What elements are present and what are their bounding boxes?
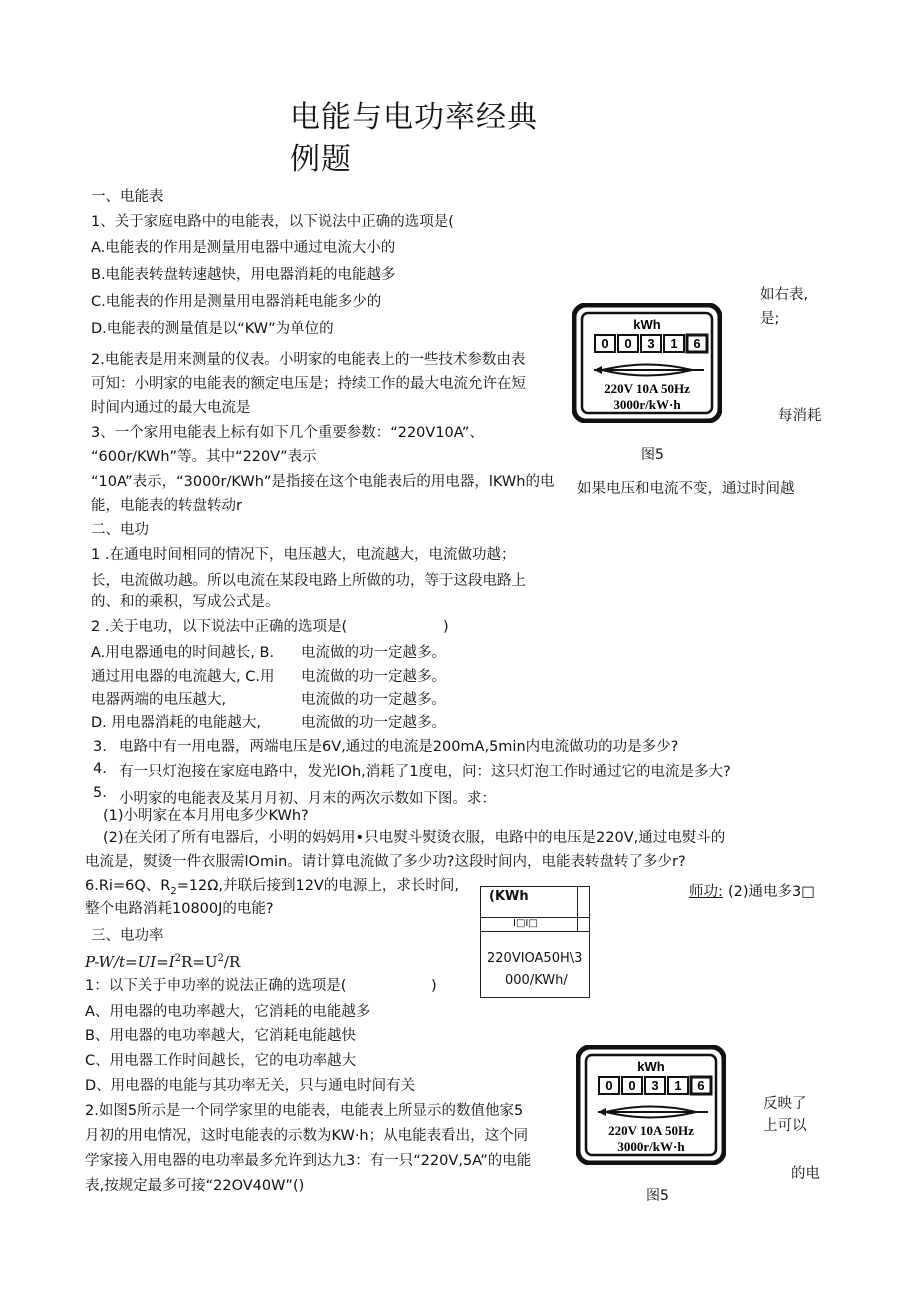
meter-digit: 6 xyxy=(697,1078,705,1093)
option-d: D、用电器的电能与其功率无关，只与通电时间有关 xyxy=(85,1078,416,1094)
option-c: C.电能表的作用是测量用电器消耗电能多少的 xyxy=(91,294,382,310)
meter-digit: 3 xyxy=(651,1078,659,1093)
answer-bracket: ) xyxy=(443,619,449,635)
q6-subscript: 2 xyxy=(170,885,177,897)
meter-digit: 0 xyxy=(628,1078,636,1093)
option-b-tail: 电流做的功一定越多。 xyxy=(301,669,446,685)
formula-sup: 2 xyxy=(174,953,182,964)
side-text: 如右表, xyxy=(760,287,809,303)
meter-table-divider xyxy=(577,887,578,931)
page-title-line2: 例题 xyxy=(290,142,352,177)
paragraph-line: 1 .在通电时间相同的情况下，电压越大，电流越大，电流做功越； xyxy=(91,547,516,563)
power-formula xyxy=(85,949,240,972)
question-4: 有一只灯泡接在家庭电路中，发光lOh,消耗了1度电，问：这只灯泡工作时通过它的电流是多大? xyxy=(119,764,731,780)
formula-part: /R xyxy=(223,953,241,971)
meter-digit: 0 xyxy=(624,336,632,351)
meter-table-constant: 000/KWh/ xyxy=(505,973,568,988)
meter-table-rating: 220VIOA50H\3 xyxy=(487,951,583,966)
meter-table-unit: (KWh xyxy=(489,889,529,904)
formula-sup: 2 xyxy=(217,953,224,964)
meter-constant: 3000r/kW·h xyxy=(617,1139,685,1154)
q6-text-a: 6.Ri=6Q、R xyxy=(85,878,171,894)
section-heading-power: 三、电功率 xyxy=(91,928,164,944)
question-number: 5. xyxy=(93,785,107,801)
option-c: C、用电器工作时间越长，它的电功率越大 xyxy=(85,1053,357,1069)
question-3-line: 能，电能表的转盘转动r xyxy=(91,498,242,514)
question-1: 1：以下关于申功率的说法正确的选项是( xyxy=(85,978,347,994)
question-2: 2 .关于电功，以下说法中正确的选项是( xyxy=(91,619,348,635)
question-3-line: “10A”表示，“3000r/KWh”是指接在这个电能表后的用电器，lKWh的电 xyxy=(91,474,555,490)
side-text: 是; xyxy=(760,311,780,327)
figure-caption: 图5 xyxy=(646,1188,669,1204)
side-text: 的电 xyxy=(791,1166,820,1182)
meter-digit: 6 xyxy=(693,336,701,351)
option-d: D. 用电器消耗的电能越大, xyxy=(91,715,261,731)
meter-constant: 3000r/kW·h xyxy=(613,397,681,412)
q6-text-b: =12Ω,并联后接到12V的电源上，求长时间, xyxy=(176,878,459,894)
question-6 xyxy=(85,876,459,902)
meter-digit: 0 xyxy=(605,1078,613,1093)
question-2-line: 时间内通过的最大电流是 xyxy=(91,400,251,416)
meter-rating: 220V 10A 50Hz xyxy=(604,381,690,396)
meter-unit: kWh xyxy=(633,317,661,332)
paragraph-line: 的、和的乘积，写成公式是。 xyxy=(91,594,280,610)
option-b: B.电能表转盘转速越快，用电器消耗的电能越多 xyxy=(91,267,396,283)
meter-table xyxy=(480,886,590,998)
question-number: 4. xyxy=(93,761,107,777)
question-3-line: “600r/KWh”等。其中“220V”表示 xyxy=(91,449,317,465)
energy-meter-figure xyxy=(572,303,722,423)
energy-meter-figure xyxy=(576,1045,726,1165)
figure-caption: 图5 xyxy=(641,447,664,463)
section-heading-meter: 一、电能表 xyxy=(91,189,164,205)
option-b: 通过用电器的电流越大, C.用 xyxy=(91,669,275,685)
option-c: 电器两端的电压越大, xyxy=(91,692,227,708)
page-title: 电能与电功率经典 xyxy=(290,100,538,135)
meter-digit: 0 xyxy=(601,336,609,351)
meter-svg xyxy=(576,1045,726,1165)
question-2-line: 表,按规定最多可接“22OV40W”() xyxy=(85,1178,305,1194)
question-5-part-2: 电流是，熨烫一件衣服需lOmin。请计算电流做了多少功?这段时间内，电能表转盘转了多少r? xyxy=(85,854,686,870)
question-5-part-2: (2)在关闭了所有电器后，小明的妈妈用•只电熨斗熨烫衣服，电路中的电压是220V,通过电熨斗的 xyxy=(103,830,726,846)
question-3-line: 3、一个家用电能表上标有如下几个重要参数：“220V10A”、 xyxy=(91,425,484,441)
paragraph-line: 长，电流做功越。所以电流在某段电路上所做的功，等于这段电路上 xyxy=(91,573,526,589)
formula-part: P-W/t=UI=I xyxy=(85,953,175,971)
question-5-part-1: (1)小明家在本月用电多少KWh? xyxy=(103,808,309,824)
question-2-line: 月初的用电情况，这时电能表的示数为KW·h；从电能表看出，这个同 xyxy=(85,1128,529,1144)
meter-digit: 1 xyxy=(674,1078,682,1093)
meter-unit: kWh xyxy=(637,1059,665,1074)
question-number: 3. xyxy=(93,739,107,755)
option-a-tail: 电流做的功一定越多。 xyxy=(301,645,446,661)
meter-digit: 3 xyxy=(647,336,655,351)
option-c-tail: 电流做的功一定越多。 xyxy=(301,692,446,708)
question-2-line: 2.电能表是用来测量的仪表。小明家的电能表上的一些技术参数由表 xyxy=(91,352,526,368)
question-5: 小明家的电能表及某月月初、月末的两次示数如下图。求： xyxy=(119,791,496,807)
option-d: D.电能表的测量值是以“KW”为单位的 xyxy=(91,321,334,337)
option-a: A、用电器的电功率越大，它消耗的电能越多 xyxy=(85,1004,371,1020)
question-2-line: 可知：小明家的电能表的额定电压是；持续工作的最大电流允许在短 xyxy=(91,376,526,392)
side-text: 反映了 xyxy=(763,1096,807,1112)
question-2-line: 学家接入用电器的电功率最多允许到达九3：有一只“220V,5A”的电能 xyxy=(85,1153,532,1169)
section-heading-work: 二、电功 xyxy=(91,522,149,538)
option-a: A.电能表的作用是测量用电器中通过电流大小的 xyxy=(91,240,396,256)
question-2-line: 2.如图5所示是一个同学家里的电能表，电能表上所显示的数值他家5 xyxy=(85,1103,524,1119)
meter-table-digits: I□I□ xyxy=(513,918,538,929)
answer-bracket: ) xyxy=(431,978,437,994)
side-text: (2)通电多3□ xyxy=(728,884,815,900)
option-a: A.用电器通电的时间越长, B. xyxy=(91,645,275,661)
question-3: 电路中有一用电器，两端电压是6V,通过的电流是200mA,5min内电流做功的功是多少? xyxy=(119,739,679,755)
meter-digit: 1 xyxy=(670,336,678,351)
question-1: 1、关于家庭电路中的电能表，以下说法中正确的选项是( xyxy=(91,214,454,230)
option-b: B、用电器的电功率越大，它消耗电能越快 xyxy=(85,1028,356,1044)
meter-rating: 220V 10A 50Hz xyxy=(608,1123,694,1138)
option-d-tail: 电流做的功一定越多。 xyxy=(301,715,446,731)
formula-part: R=U xyxy=(181,953,218,971)
meter-svg xyxy=(572,303,722,423)
side-text: 每消耗 xyxy=(778,408,822,424)
side-text: 师功: xyxy=(689,884,723,900)
question-6-line: 整个电路消耗10800J的电能? xyxy=(85,901,274,917)
side-text: 如果电压和电流不变，通过时间越 xyxy=(577,481,795,497)
side-text: 上可以 xyxy=(763,1118,807,1134)
